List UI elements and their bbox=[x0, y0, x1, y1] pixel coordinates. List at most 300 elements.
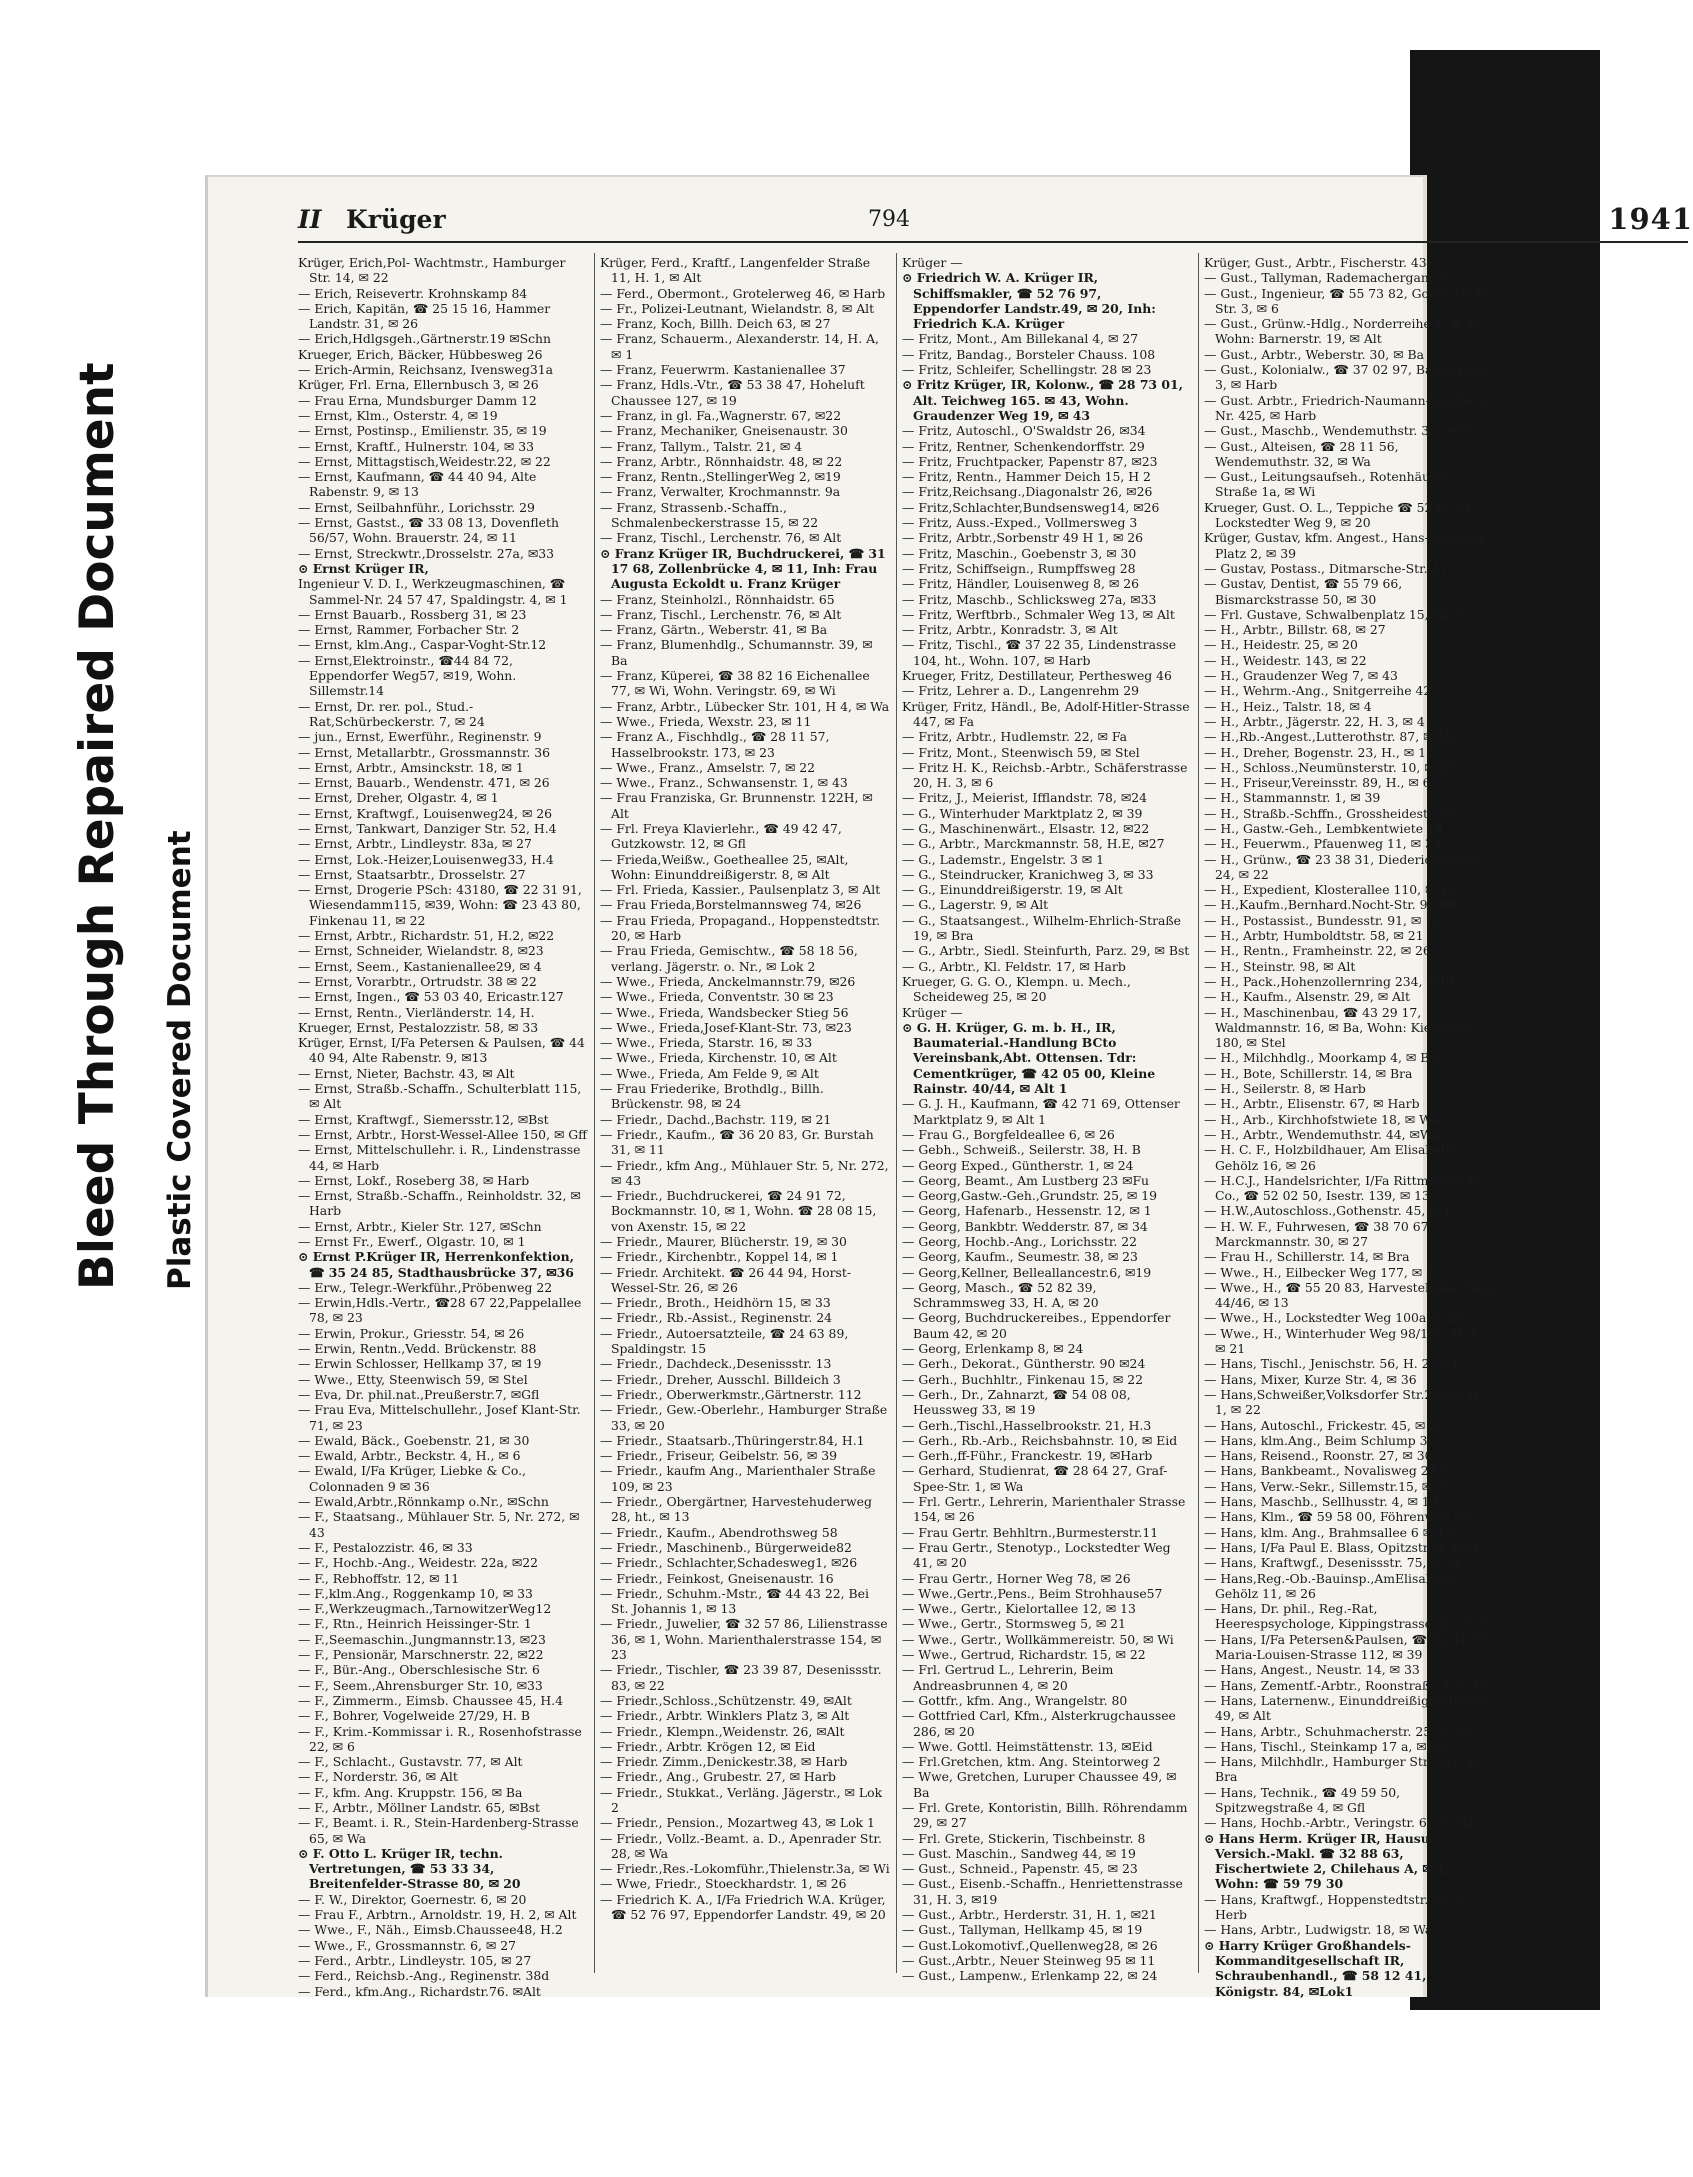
directory-entry: — Franz, Rentn.,StellingerWeg 2, ✉19 bbox=[600, 469, 841, 485]
directory-entry: Krüger, Ferd., Kraftf., Langenfelder Straße 11, H. 1, ✉ Alt bbox=[600, 255, 871, 286]
directory-entry: — F., Rtn., Heinrich Heissinger-Str. 1 bbox=[298, 1616, 532, 1632]
directory-entry: — Ewald, I/Fa Krüger, Liebke & Co., Colonnaden 9 ✉ 36 bbox=[298, 1463, 526, 1494]
directory-entry: — Franz, Arbtr., Rönnhaidstr. 48, ✉ 22 bbox=[600, 453, 843, 469]
directory-entry: — Hans,Reg.-Ob.-Bauinsp.,AmElisabeth-Gehölz 11, ✉ 26 bbox=[1204, 1570, 1459, 1601]
directory-entry: — Wwe., H., Winterhuder Weg 98/100, H. F, ✉ 21 bbox=[1204, 1325, 1481, 1357]
directory-entry: — H., Steinstr. 98, ✉ Alt bbox=[1204, 958, 1356, 974]
directory-entry: — Ernst, Staatsarbtr., Drosselstr. 27 bbox=[298, 866, 526, 882]
directory-entry: — F.,klm.Ang., Roggenkamp 10, ✉ 33 bbox=[298, 1585, 533, 1601]
directory-entry: — Ernst, Kaufmann, ☎ 44 40 94, Alte Rabenstr. 9, ✉ 13 bbox=[298, 469, 537, 500]
directory-entry: — G., Arbtr., Siedl. Steinfurth, Parz. 29, ✉ Bst bbox=[902, 943, 1190, 959]
directory-entry: — Frau Frieda, Propagand., Hoppenstedtstr. 20, ✉ Harb bbox=[600, 912, 881, 944]
directory-entry: — Ferd., Reichsb.-Ang., Reginenstr. 38d bbox=[298, 1968, 550, 1984]
directory-entry: ⊙ Hans Herm. Krüger IR, Hausu. Versich.-Makl. ☎ 32 88 63, Fischertwiete 2, Chilehaus A, ✉ 1, Wohn: ☎ 59 79 30 bbox=[1204, 1830, 1450, 1892]
directory-entry: — Gerh., Dr., Zahnarzt, ☎ 54 08 08, Heussweg 33, ✉ 19 bbox=[902, 1386, 1131, 1418]
directory-entry: — Gottfried Carl, Kfm., Alsterkrugchaussee 286, ✉ 20 bbox=[902, 1708, 1176, 1739]
directory-entry: — Gustav, Dentist, ☎ 55 79 66, Bismarckstrasse 50, ✉ 30 bbox=[1204, 576, 1403, 607]
directory-entry: — Franz, Gärtn., Weberstr. 41, ✉ Ba bbox=[600, 622, 828, 638]
directory-entry: — Ferd., kfm.Ang., Richardstr.76. ✉Alt bbox=[298, 1983, 541, 1999]
directory-entry: — G. J. H., Kaufmann, ☎ 42 71 69, Ottenser Marktplatz 9, ✉ Alt 1 bbox=[902, 1096, 1180, 1127]
directory-entry: — Gerh., Buchhltr., Finkenau 15, ✉ 22 bbox=[902, 1371, 1143, 1387]
directory-entry: — H., Gastw.-Geh., Lembkentwiete 14 bbox=[1204, 820, 1443, 836]
directory-entry: — Hans, Dr. phil., Reg.-Rat, Heerespsychologe, Kippingstrasse 32, ✉ 13 bbox=[1204, 1601, 1490, 1632]
directory-entry: — Franz, in gl. Fa.,Wagnerstr. 67, ✉22 bbox=[600, 407, 842, 423]
directory-entry: — Friedr., Staatsarb.,Thüringerstr.84, H.1 bbox=[600, 1432, 865, 1448]
directory-entry: — Friedr., Ang., Grubestr. 27, ✉ Harb bbox=[600, 1769, 836, 1785]
directory-entry: — Friedr., Feinkost, Gneisenaustr. 16 bbox=[600, 1570, 834, 1586]
directory-entry: — H.W.,Autoschloss.,Gothenstr. 45, ✉ 1 bbox=[1204, 1203, 1452, 1219]
directory-entry: — Wwe., H., Eilbecker Weg 177, ✉ 23 bbox=[1204, 1264, 1442, 1280]
directory-entry: Krueger, Gust. O. L., Teppiche ☎ 52 66 51, Lockstedter Weg 9, ✉ 20 bbox=[1204, 499, 1476, 531]
directory-entry: — Frau Gertr. Behhltrn.,Burmesterstr.11 bbox=[902, 1524, 1159, 1540]
directory-entry: — Ernst, Rentn., Vierländerstr. 14, H. bbox=[298, 1004, 535, 1020]
directory-entry: — F. W., Direktor, Goernestr. 6, ✉ 20 bbox=[298, 1891, 527, 1907]
directory-entry: — Erwin, Prokur., Griesstr. 54, ✉ 26 bbox=[298, 1325, 525, 1341]
directory-entry: — Hans,Schweißer,Volksdorfer Str.28/30, H. 1, ✉ 22 bbox=[1204, 1386, 1483, 1418]
directory-entry: — Franz, Arbtr., Lübecker Str. 101, H 4, ✉ Wa bbox=[600, 698, 890, 714]
directory-entry: — Wwe, Gretchen, Luruper Chaussee 49, ✉ Ba bbox=[902, 1769, 1177, 1800]
directory-entry: — Friedr. Zimm.,Denickestr.38, ✉ Harb bbox=[600, 1754, 848, 1770]
directory-entry: — Ernst, Vorarbtr., Ortrudstr. 38 ✉ 22 bbox=[298, 973, 537, 989]
directory-entry: — Frl.Gretchen, ktm. Ang. Steintorweg 2 bbox=[902, 1754, 1161, 1770]
directory-entry: — Ernst, Bauarb., Wendenstr. 471, ✉ 26 bbox=[298, 775, 550, 791]
directory-entry: — Erwin,Hdls.-Vertr., ☎28 67 22,Pappelallee 78, ✉ 23 bbox=[298, 1295, 582, 1326]
directory-entry: — Gerh., Rb.-Arb., Reichsbahnstr. 10, ✉ Eid bbox=[902, 1432, 1178, 1448]
directory-entry: — Wwe., H., ☎ 55 20 83, Harvestehuder Weg 44/46, ✉ 13 bbox=[1204, 1279, 1494, 1311]
directory-entry: — Friedr., Dreher, Ausschl. Billdeich 3 bbox=[600, 1371, 841, 1387]
directory-entry: Krüger, Frl. Erna, Ellernbusch 3, ✉ 26 bbox=[298, 377, 539, 393]
directory-entry: — F., Krim.-Kommissar i. R., Rosenhofstrasse 22, ✉ 6 bbox=[298, 1723, 582, 1754]
directory-entry: — Frau Frieda,Borstelmannsweg 74, ✉26 bbox=[600, 897, 862, 913]
directory-entry: — G., Steindrucker, Kranichweg 3, ✉ 33 bbox=[902, 866, 1154, 882]
directory-entry: — Gerh.,Tischl.,Hasselbrookstr. 21, H.3 bbox=[902, 1417, 1152, 1433]
directory-entry: — Wwe., Etty, Steenwisch 59, ✉ Stel bbox=[298, 1371, 528, 1387]
directory-entry: — Frau Gertr., Stenotyp., Lockstedter Weg 41, ✉ 20 bbox=[902, 1539, 1171, 1571]
directory-entry: — Frau Eva, Mittelschullehr., Josef Klant-Str. 71, ✉ 23 bbox=[298, 1402, 581, 1433]
directory-entry: — Friedr., Schlachter,Schadesweg1, ✉26 bbox=[600, 1555, 858, 1571]
directory-entry: — Wwe., Franz., Schwansenstr. 1, ✉ 43 bbox=[600, 775, 848, 791]
directory-page bbox=[205, 175, 1693, 1999]
directory-entry: — H., Weidestr. 143, ✉ 22 bbox=[1204, 652, 1367, 668]
directory-entry: — H., Wehrm.-Ang., Snitgerreihe 42 bbox=[1204, 683, 1432, 699]
directory-entry: — Ewald,Arbtr.,Rönnkamp o.Nr., ✉Schn bbox=[298, 1494, 549, 1510]
directory-entry: — Hans, I/Fa Petersen&Paulsen, ☎ 52 34 77, Maria-Louisen-Strasse 112, ✉ 39 bbox=[1204, 1631, 1491, 1663]
directory-entry: — Fritz, Rentner, Schenkendorffstr. 29 bbox=[902, 438, 1145, 454]
directory-entry: — F.,Seemaschin.,Jungmannstr.13, ✉23 bbox=[298, 1631, 546, 1647]
directory-entry: — Georg, Hochb.-Ang., Lorichsstr. 22 bbox=[902, 1234, 1138, 1249]
directory-entry: — Fritz, Maschb., Schlicksweg 27a, ✉33 bbox=[902, 591, 1157, 607]
condition-label-line1: Bleed Through Repaired Document bbox=[70, 362, 125, 1290]
directory-entry: — Ernst, Lok.-Heizer,Louisenweg33, H.4 bbox=[298, 851, 554, 867]
directory-entry: — Gust., Arbtr., Weberstr. 30, ✉ Ba bbox=[1204, 346, 1424, 362]
directory-entry: — Wwe., Gertrud, Richardstr. 15, ✉ 22 bbox=[902, 1647, 1146, 1663]
directory-entry: — H., Arbtr., Billstr. 68, ✉ 27 bbox=[1204, 622, 1386, 638]
directory-entry: — Gottfr., kfm. Ang., Wrangelstr. 80 bbox=[902, 1692, 1128, 1708]
directory-entry: — Ernst, Lokf., Roseberg 38, ✉ Harb bbox=[298, 1172, 530, 1188]
directory-entry: — Fritz, Arbtr., Konradstr. 3, ✉ Alt bbox=[902, 622, 1118, 638]
directory-entry: — Hans, klm. Ang., Brahmsallee 6 ✉ 13 bbox=[1204, 1524, 1453, 1540]
header-year: 1941 bbox=[1608, 202, 1693, 236]
directory-entry: — Erwin Schlosser, Hellkamp 37, ✉ 19 bbox=[298, 1356, 542, 1372]
directory-entry: — Gust., Alteisen, ☎ 28 11 56, Wendemuthstr. 32, ✉ Wa bbox=[1204, 438, 1399, 469]
directory-entry: — Gust., Lampenw., Erlenkamp 22, ✉ 24 bbox=[902, 1968, 1158, 1984]
directory-entry: — Erich,Hdlgsgeh.,Gärtnerstr.19 ✉Schn bbox=[298, 331, 551, 347]
directory-entry: — Hans, Maschb., Sellhusstr. 4, ✉ 19 bbox=[1204, 1494, 1438, 1510]
directory-entry: — Friedr., Friseur, Geibelstr. 56, ✉ 39 bbox=[600, 1448, 837, 1464]
directory-entry: — Hans, I/Fa Paul E. Blass, Opitzstr. 8, ✉39 bbox=[1204, 1539, 1478, 1555]
directory-entry: — Wwe., F., Näh., Eimsb.Chaussee48, H.2 bbox=[298, 1922, 563, 1938]
directory-entry: — Fritz, Fruchtpacker, Papenstr 87, ✉23 bbox=[902, 453, 1158, 469]
directory-entry: — Frieda,Weißw., Goetheallee 25, ✉Alt, Wohn: Einunddreißigerstr. 8, ✉ Alt bbox=[600, 851, 849, 882]
directory-entry: — Friedrich K. A., I/Fa Friedrich W.A. Krüger, ☎ 52 76 97, Eppendorfer Landstr. 49, ✉ 20 bbox=[600, 1891, 886, 1923]
directory-entry: — Ernst, klm.Ang., Caspar-Voght-Str.12 bbox=[298, 637, 547, 653]
directory-entry: — Georg, Erlenkamp 8, ✉ 24 bbox=[902, 1341, 1084, 1357]
directory-entry: — Georg, Kaufm., Seumestr. 38, ✉ 23 bbox=[902, 1249, 1138, 1265]
directory-entry: — Fritz, Schiffseign., Rumpffsweg 28 bbox=[902, 560, 1136, 576]
directory-entry: — F., Schlacht., Gustavstr. 77, ✉ Alt bbox=[298, 1754, 523, 1770]
directory-entry: — Gust., Maschb., Wendemuthstr. 32, ✉ Wa bbox=[1204, 423, 1479, 439]
directory-entry: — Frl. Grete, Kontoristin, Billh. Röhrendamm 29, ✉ 27 bbox=[902, 1799, 1188, 1831]
directory-entry: — Hans, Klm., ☎ 59 58 00, Föhrenweg 25 bbox=[1204, 1509, 1471, 1525]
directory-entry: — Gust., Grünw.-Hdlg., Norderreihe 1, ✉ Alt Wohn: Barnerstr. 19, ✉ Alt bbox=[1204, 316, 1483, 347]
directory-entry: — H. W. F., Fuhrwesen, ☎ 38 70 67, Marckmannstr. 30, ✉ 27 bbox=[1204, 1218, 1433, 1249]
directory-entry: — Friedr., Kirchenbtr., Koppel 14, ✉ 1 bbox=[600, 1249, 839, 1265]
column-divider bbox=[1198, 253, 1199, 1973]
directory-entry: — Franz, Hdls.-Vtr., ☎ 53 38 47, Hoheluft Chaussee 127, ✉ 19 bbox=[600, 377, 865, 408]
column-2 bbox=[600, 255, 890, 1975]
directory-entry: — Wwe., Frieda, Anckelmannstr.79, ✉26 bbox=[600, 973, 856, 989]
directory-entry: — Fritz, Arbtr., Hudlemstr. 22, ✉ Fa bbox=[902, 729, 1128, 745]
directory-entry: ⊙ Ernst P.Krüger IR, Herrenkonfektion, ☎ 35 24 85, Stadthausbrücke 37, ✉36 bbox=[298, 1249, 574, 1280]
directory-entry: — H., Seilerstr. 8, ✉ Harb bbox=[1204, 1081, 1366, 1097]
directory-entry: — Hans, Kraftwgf., Hoppenstedtstr. 28, ✉ Herb bbox=[1204, 1891, 1467, 1923]
directory-entry: ⊙ G. H. Krüger, G. m. b. H., IR, Baumaterial.-Handlung BCto Vereinsbank,Abt. Ottensen. Tdr: Cementkrüger, ☎ 42 05 00, Kleine Rainstr. 40/44, ✉ Alt 1 bbox=[902, 1019, 1156, 1097]
directory-entry: — Georg, Buchdruckereibes., Eppendorfer Baum 42, ✉ 20 bbox=[902, 1310, 1171, 1341]
directory-entry: — Hans, Angest., Neustr. 14, ✉ 33 bbox=[1204, 1662, 1420, 1678]
directory-entry: — Fritz,Schlachter,Bundsensweg14, ✉26 bbox=[902, 499, 1160, 515]
directory-entry: — Franz, Steinholzl., Rönnhaidstr. 65 bbox=[600, 591, 835, 607]
directory-entry: — Franz, Schauerm., Alexanderstr. 14, H. A, ✉ 1 bbox=[600, 331, 879, 362]
directory-entry: Krueger, Ernst, Pestalozzistr. 58, ✉ 33 bbox=[298, 1019, 539, 1035]
directory-entry: Krueger, Erich, Bäcker, Hübbesweg 26 bbox=[298, 346, 543, 362]
column-4 bbox=[1204, 255, 1494, 1999]
directory-entry: — Franz, Tischl., Lerchenstr. 76, ✉ Alt bbox=[600, 530, 842, 546]
directory-entry: — Georg,Kellner, Belleallancestr.6, ✉19 bbox=[902, 1264, 1152, 1280]
directory-entry: — G., Arbtr., Kl. Feldstr. 17, ✉ Harb bbox=[902, 958, 1126, 974]
directory-entry: — Friedr. Architekt. ☎ 26 44 94, Horst-Wessel-Str. 26, ✉ 26 bbox=[600, 1264, 852, 1295]
directory-entry: — Hans, Tischl., Steinkamp 17 a, ✉Bst bbox=[1204, 1738, 1448, 1754]
directory-entry: ⊙ Harry Krüger Großhandels-Kommanditgesellschaft IR, Schraubenhandl., ☎ 58 12 41, Königstr. 84, ✉Lok1 bbox=[1204, 1937, 1427, 1999]
directory-entry: — Gust., Tallyman, Rademachergang 4 bbox=[1204, 270, 1449, 286]
directory-entry: — H., Schloss.,Neumünsterstr. 10, ✉ 20 bbox=[1204, 759, 1455, 775]
directory-entry: — Ferd., Arbtr., Lindleystr. 105, ✉ 27 bbox=[298, 1952, 532, 1968]
directory-entry: Krüger — bbox=[902, 1004, 963, 1020]
directory-entry: — Wwe., H., Lockstedter Weg 100a, ✉ 20 bbox=[1204, 1310, 1465, 1326]
directory-entry: ⊙ Fritz Krüger, IR, Kolonw., ☎ 28 73 01, Alt. Teichweg 165. ✉ 43, Wohn. Graudenzer Weg 19, ✉ 43 bbox=[902, 377, 1183, 423]
directory-entry: — Wwe., Frieda, Starstr. 16, ✉ 33 bbox=[600, 1035, 813, 1051]
directory-entry: — Ewald, Arbtr., Beckstr. 4, H., ✉ 6 bbox=[298, 1448, 521, 1464]
directory-entry: Krüger, Gust., Arbtr., Fischerstr. 43 bbox=[1204, 255, 1427, 270]
directory-entry: — Friedr., Vollz.-Beamt. a. D., Apenrader Str. 28, ✉ Wa bbox=[600, 1830, 882, 1861]
directory-entry: — Georg Exped., Güntherstr. 1, ✉ 24 bbox=[902, 1157, 1134, 1173]
directory-entry: — Ernst, Ingen., ☎ 53 03 40, Ericastr.127 bbox=[298, 989, 564, 1005]
directory-entry: — Erich, Kapitän, ☎ 25 15 16, Hammer Landstr. 31, ✉ 26 bbox=[298, 300, 551, 332]
directory-entry: — Fritz, J., Meierist, Ifflandstr. 78, ✉24 bbox=[902, 790, 1147, 806]
directory-entry: — Franz, Küperei, ☎ 38 82 16 Eichenallee 77, ✉ Wi, Wohn. Veringstr. 69, ✉ Wi bbox=[600, 668, 870, 699]
directory-entry: — Ernst, Rammer, Forbacher Str. 2 bbox=[298, 622, 520, 638]
directory-entry: — G., Arbtr., Marckmannstr. 58, H.E, ✉27 bbox=[902, 836, 1165, 852]
directory-entry: — Gust.,Arbtr., Neuer Steinweg 95 ✉ 11 bbox=[902, 1952, 1156, 1968]
directory-entry: Ingenieur V. D. I., Werkzeugmaschinen, ☎ Sammel-Nr. 24 57 47, Spaldingstr. 4, ✉ 1 bbox=[298, 576, 568, 607]
header-page-number: 794 bbox=[868, 207, 910, 232]
directory-entry: — Frau Gertr., Horner Weg 78, ✉ 26 bbox=[902, 1570, 1131, 1586]
directory-entry: — Wwe., Franz., Amselstr. 7, ✉ 22 bbox=[600, 759, 816, 775]
directory-entry: — F., Bohrer, Vogelweide 27/29, H. B bbox=[298, 1708, 531, 1724]
directory-entry: — Gerhard, Studienrat, ☎ 28 64 27, Graf-Spee-Str. 1, ✉ Wa bbox=[902, 1463, 1168, 1494]
directory-entry: — H., Feuerwm., Pfauenweg 11, ✉ 33 bbox=[1204, 836, 1441, 852]
column-1 bbox=[298, 255, 588, 1999]
directory-entry: — Friedr., Dachdeck.,Desenissstr. 13 bbox=[600, 1356, 832, 1372]
directory-entry: — H., Postassist., Bundesstr. 91, ✉ 13 bbox=[1204, 912, 1441, 928]
directory-entry: — Frau G., Borgfeldeallee 6, ✉ 26 bbox=[902, 1126, 1115, 1142]
directory-entry: — Friedr., Pension., Mozartweg 43, ✉ Lok 1 bbox=[600, 1815, 875, 1831]
directory-entry: — Gustav, Postass., Ditmarsche-Str. 41 bbox=[1204, 560, 1448, 576]
directory-entry: — F., Zimmerm., Eimsb. Chaussee 45, H.4 bbox=[298, 1692, 564, 1708]
directory-entry: — H.,Kaufm.,Bernhard.Nocht-Str. 95 ✉4 bbox=[1204, 897, 1458, 913]
directory-entry: — Fritz, Mont., Am Billekanal 4, ✉ 27 bbox=[902, 331, 1139, 347]
directory-entry: — H., Heidestr. 25, ✉ 20 bbox=[1204, 637, 1358, 653]
directory-entry: — Friedr., Maurer, Blücherstr. 19, ✉ 30 bbox=[600, 1234, 847, 1249]
directory-entry: — Wwe., Gertr., Wollkämmereistr. 50, ✉ Wi bbox=[902, 1631, 1174, 1647]
directory-entry: — Fritz, Händler, Louisenweg 8, ✉ 26 bbox=[902, 576, 1139, 592]
directory-entry: — Georg, Masch., ☎ 52 82 39, Schrammsweg 33, H. A, ✉ 20 bbox=[902, 1279, 1099, 1311]
directory-entry: Krüger — bbox=[902, 255, 963, 270]
directory-entry: — Frl. Frieda, Kassier., Paulsenplatz 3, ✉ Alt bbox=[600, 882, 881, 898]
directory-entry: — Fritz, Autoschl., O'Swaldstr 26, ✉34 bbox=[902, 423, 1146, 439]
directory-entry: ⊙ Franz Krüger IR, Buchdruckerei, ☎ 31 17 68, Zollenbrücke 4, ✉ 11, Inh: Frau Augusta Eckoldt u. Franz Krüger bbox=[600, 545, 886, 592]
directory-entry: — Hans, Mixer, Kurze Str. 4, ✉ 36 bbox=[1204, 1371, 1417, 1387]
directory-entry: — H., Maschinenbau, ☎ 43 29 17, Waldmannstr. 16, ✉ Ba, Wohn: Kieler Str. 180, ✉ Stel bbox=[1204, 1004, 1475, 1051]
directory-entry: — Fritz, Werftbrb., Schmaler Weg 13, ✉ Alt bbox=[902, 606, 1175, 622]
directory-entry: — Friedr., kaufm Ang., Marienthaler Straße 109, ✉ 23 bbox=[600, 1463, 876, 1494]
page-header bbox=[298, 197, 1693, 243]
directory-entry: — F., Norderstr. 36, ✉ Alt bbox=[298, 1769, 458, 1785]
directory-entry: — Frau Franziska, Gr. Brunnenstr. 122H, ✉ Alt bbox=[600, 790, 873, 821]
directory-entry: — Franz A., Fischhdlg., ☎ 28 11 57, Hasselbrookstr. 173, ✉ 23 bbox=[600, 729, 830, 760]
directory-entry: — F., Pensionär, Marschnerstr. 22, ✉22 bbox=[298, 1647, 544, 1663]
directory-entry: — Gebh., Schweiß., Seilerstr. 38, H. B bbox=[902, 1142, 1141, 1158]
directory-entry: — Wwe, Friedr., Stoeckhardstr. 1, ✉ 26 bbox=[600, 1876, 847, 1892]
directory-entry: — Fritz,Reichsang.,Diagonalstr 26, ✉26 bbox=[902, 484, 1153, 500]
directory-entry: — Ernst, Kraftf., Hulnerstr. 104, ✉ 33 bbox=[298, 438, 534, 454]
directory-entry: — Ernst Bauarb., Rossberg 31, ✉ 23 bbox=[298, 606, 527, 622]
directory-entry: — Ernst, Dr. rer. pol., Stud.-Rat,Schürbeckerstr. 7, ✉ 24 bbox=[298, 698, 485, 729]
directory-entry: — Friedr., Kaufm., Abendrothsweg 58 bbox=[600, 1524, 838, 1540]
directory-entry: — H., Arbtr., Elisenstr. 67, ✉ Harb bbox=[1204, 1096, 1420, 1112]
directory-entry: — H., Arbtr, Humboldtstr. 58, ✉ 21 bbox=[1204, 928, 1424, 944]
directory-entry: — Ernst, Dreher, Olgastr. 4, ✉ 1 bbox=[298, 790, 499, 806]
directory-entry: — F., Rebhoffstr. 12, ✉ 11 bbox=[298, 1570, 460, 1586]
directory-entry: — Fritz, Auss.-Exped., Vollmersweg 3 bbox=[902, 515, 1138, 531]
column-divider bbox=[594, 253, 595, 1973]
directory-entry: — Hans, Autoschl., Frickestr. 45, ✉ 20 bbox=[1204, 1417, 1445, 1433]
directory-entry: — H., Grünw., ☎ 23 38 31, Diederichstraße 24, ✉ 22 bbox=[1204, 851, 1480, 882]
directory-entry: — Ernst, Postinsp., Emilienstr. 35, ✉ 19 bbox=[298, 423, 547, 439]
column-3 bbox=[902, 255, 1192, 1984]
directory-entry: — Ernst, Arbtr., Lindleystr. 83a, ✉ 27 bbox=[298, 836, 532, 852]
directory-entry: — Hans, Verw.-Sekr., Sillemstr.15, ✉ 19 bbox=[1204, 1478, 1452, 1494]
directory-entry: — Frau F., Arbtrn., Arnoldstr. 19, H. 2, ✉ Alt bbox=[298, 1907, 577, 1923]
directory-entry: — Gust. Arbtr., Friedrich-Naumann-Straße 8, Nr. 425, ✉ Harb bbox=[1204, 392, 1488, 423]
directory-entry: — Frau Erna, Mundsburger Damm 12 bbox=[298, 392, 537, 408]
directory-entry: — Georg, Hafenarb., Hessenstr. 12, ✉ 1 bbox=[902, 1203, 1152, 1219]
directory-entry: — jun., Ernst, Ewerführ., Reginenstr. 9 bbox=[298, 729, 542, 745]
directory-entry: — Erw., Telegr.-Werkführ.,Pröbenweg 22 bbox=[298, 1279, 553, 1295]
directory-entry: — Georg, Beamt., Am Lustberg 23 ✉Fu bbox=[902, 1172, 1150, 1188]
directory-entry: — H., Expedient, Klosterallee 110, ✉ 13 bbox=[1204, 882, 1456, 898]
directory-entry: — Ferd., Obermont., Grotelerweg 46, ✉ Harb bbox=[600, 285, 886, 301]
directory-entry: — H., Kaufm., Alsenstr. 29, ✉ Alt bbox=[1204, 989, 1410, 1005]
directory-entry: — Frl. Freya Klavierlehr., ☎ 49 42 47, Gutzkowstr. 12, ✉ Gfl bbox=[600, 820, 842, 852]
directory-entry: — Hans, Hochb.-Arbtr., Veringstr. 68, ✉ Wi bbox=[1204, 1815, 1474, 1831]
directory-entry: — Friedr., Schuhm.-Mstr., ☎ 44 43 22, Bei St. Johannis 1, ✉ 13 bbox=[600, 1585, 869, 1617]
directory-entry: — Friedr., Buchdruckerei, ☎ 24 91 72, Bockmannstr. 10, ✉ 1, Wohn. ☎ 28 08 15, von Axenstr. 15, ✉ 22 bbox=[600, 1188, 877, 1234]
directory-entry: — H., Arb., Kirchhofstwiete 18, ✉ Wa bbox=[1204, 1111, 1439, 1127]
directory-entry: — Friedr., Tischler, ☎ 23 39 87, Desenissstr. 83, ✉ 22 bbox=[600, 1662, 882, 1693]
directory-entry: — Ernst, Seem., Kastanienallee29, ✉ 4 bbox=[298, 958, 542, 974]
directory-entry: — F., Beamt. i. R., Stein-Hardenberg-Strasse 65, ✉ Wa bbox=[298, 1815, 579, 1846]
directory-entry: — Fritz H. K., Reichsb.-Arbtr., Schäferstrasse 20, H. 3, ✉ 6 bbox=[902, 759, 1188, 791]
directory-entry: — Eva, Dr. phil.nat.,Preußerstr.7, ✉Gfl bbox=[298, 1386, 540, 1402]
directory-entry: — Friedr., Gew.-Oberlehr., Hamburger Straße 33, ✉ 20 bbox=[600, 1402, 888, 1433]
directory-entry: — Wwe., Frieda, Wexstr. 23, ✉ 11 bbox=[600, 713, 812, 729]
directory-entry: — H., Bote, Schillerstr. 14, ✉ Bra bbox=[1204, 1065, 1413, 1081]
directory-entry: — Fritz, Lehrer a. D., Langenrehm 29 bbox=[902, 683, 1139, 699]
directory-entry: — Ernst, Tankwart, Danziger Str. 52, H.4 bbox=[298, 820, 557, 836]
directory-entry: — Gust., Kolonialw., ☎ 37 02 97, Bachstrasse 3, ✉ Harb bbox=[1204, 362, 1492, 393]
directory-entry: — Franz, Feuerwrm. Kastanienallee 37 bbox=[600, 362, 846, 378]
directory-entry: — Friedr., Rb.-Assist., Reginenstr. 24 bbox=[600, 1310, 833, 1326]
directory-entry: — Wwe., Frieda, Am Felde 9, ✉ Alt bbox=[600, 1065, 819, 1081]
directory-entry: — F., Seem.,Ahrensburger Str. 10, ✉33 bbox=[298, 1677, 543, 1693]
directory-entry: — Friedr., Juwelier, ☎ 32 57 86, Lilienstrasse 36, ✉ 1, Wohn. Marienthalerstrasse 154, ✉ 23 bbox=[600, 1616, 888, 1663]
directory-entry: — Ernst,Elektroinstr., ☎44 84 72, Eppendorfer Weg57, ✉19, Wohn. Sillemstr.14 bbox=[298, 652, 517, 699]
directory-entry: — Wwe., Frieda, Kirchenstr. 10, ✉ Alt bbox=[600, 1050, 837, 1066]
directory-entry: — Gust., Leitungsaufseh., Rotenhäuser Straße 1a, ✉ Wi bbox=[1204, 469, 1450, 500]
directory-entry: — Friedr., Autoersatzteile, ☎ 24 63 89, Spaldingstr. 15 bbox=[600, 1325, 849, 1357]
directory-entry: — H., Pack.,Hohenzollernring 234, ✉Alt bbox=[1204, 973, 1455, 989]
directory-entry: — Fritz, Maschin., Goebenstr 3, ✉ 30 bbox=[902, 545, 1137, 561]
directory-entry: — Ernst, Klm., Osterstr. 4, ✉ 19 bbox=[298, 407, 498, 423]
directory-entry: — Wwe., Frieda, Conventstr. 30 ✉ 23 bbox=[600, 989, 834, 1005]
directory-entry: — Ernst, Arbtr., Richardstr. 51, H.2, ✉22 bbox=[298, 928, 555, 944]
directory-entry: — Ernst, Arbtr., Kieler Str. 127, ✉Schn bbox=[298, 1218, 542, 1234]
directory-entry: — H. C. F., Holzbildhauer, Am Elisabeth-Gehölz 16, ✉ 26 bbox=[1204, 1142, 1458, 1173]
directory-entry: — Friedr.,Res.-Lokomführ.,Thielenstr.3a, ✉ Wi bbox=[600, 1861, 890, 1877]
directory-entry: — Ewald, Bäck., Goebenstr. 21, ✉ 30 bbox=[298, 1432, 530, 1448]
directory-entry: — Gerh.,ff-Führ., Franckestr. 19, ✉Harb bbox=[902, 1448, 1153, 1464]
directory-entry: — H., Arbtr., Jägerstr. 22, H. 3, ✉ 4 bbox=[1204, 713, 1425, 729]
directory-entry: — Hans, Arbtr., Schuhmacherstr. 25, ✉ Alt bbox=[1204, 1723, 1472, 1739]
directory-entry: — G., Staatsangest., Wilhelm-Ehrlich-Straße 19, ✉ Bra bbox=[902, 912, 1181, 944]
directory-entry: — H., Rentn., Framheinstr. 22, ✉ 26 bbox=[1204, 943, 1431, 959]
directory-entry: — Georg,Gastw.-Geh.,Grundstr. 25, ✉ 19 bbox=[902, 1188, 1158, 1204]
directory-entry: — F., Bür.-Ang., Oberschlesische Str. 6 bbox=[298, 1662, 540, 1678]
directory-entry: — F.,Werkzeugmach.,TarnowitzerWeg12 bbox=[298, 1601, 552, 1617]
directory-entry: — Wwe. Gottl. Heimstättenstr. 13, ✉Eid bbox=[902, 1738, 1153, 1754]
directory-entry: — Frl. Gertr., Lehrerin, Marienthaler Strasse 154, ✉ 26 bbox=[902, 1494, 1186, 1525]
directory-entry: — Hans, Milchhdlr., Hamburger Str. 221, ✉ Bra bbox=[1204, 1754, 1478, 1785]
directory-entry: — Friedr., Klempn.,Weidenstr. 26, ✉Alt bbox=[600, 1723, 845, 1739]
directory-entry: — G., Lademstr., Engelstr. 3 ✉ 1 bbox=[902, 851, 1104, 867]
directory-entry: Krueger, Fritz, Destillateur, Perthesweg 46 bbox=[902, 668, 1172, 684]
directory-entry: — Franz, Blumenhdlg., Schumannstr. 39, ✉ Ba bbox=[600, 637, 873, 668]
condition-label-line2: Plastic Covered Document bbox=[162, 830, 198, 1290]
directory-entry: — Ernst, Kraftwgf., Louisenweg24, ✉ 26 bbox=[298, 805, 553, 821]
directory-entry: — Hans, Technik., ☎ 49 59 50, Spitzwegstraße 4, ✉ Gfl bbox=[1204, 1784, 1401, 1815]
directory-entry: — Frau H., Schillerstr. 14, ✉ Bra bbox=[1204, 1249, 1410, 1265]
directory-entry: Krüger, Ernst, I/Fa Petersen & Paulsen, ☎ 44 40 94, Alte Rabenstr. 9, ✉13 bbox=[298, 1035, 585, 1066]
directory-entry: — Friedr., Arbtr. Krögen 12, ✉ Eid bbox=[600, 1738, 816, 1754]
directory-entry: — Frl. Gustave, Schwalbenplatz 15, Nr. 9 bbox=[1204, 606, 1464, 622]
directory-entry: — Franz, Tischl., Lerchenstr. 76, ✉ Alt bbox=[600, 606, 842, 622]
directory-entry: — Georg, Bankbtr. Wedderstr. 87, ✉ 34 bbox=[902, 1218, 1148, 1234]
directory-entry: — Gust., Tallyman, Hellkamp 45, ✉ 19 bbox=[902, 1922, 1143, 1938]
directory-entry: — Franz, Koch, Billh. Deich 63, ✉ 27 bbox=[600, 316, 831, 332]
directory-entry: — F., Pestalozzistr. 46, ✉ 33 bbox=[298, 1539, 473, 1555]
directory-entry: — H., Dreher, Bogenstr. 23, H., ✉ 13 bbox=[1204, 744, 1434, 760]
directory-entry: Krueger, G. G. O., Klempn. u. Mech., Scheideweg 25, ✉ 20 bbox=[902, 973, 1131, 1005]
directory-entry: — Hans, Arbtr., Ludwigstr. 18, ✉ Wa bbox=[1204, 1922, 1433, 1938]
directory-entry: — Ernst, Kraftwgf., Siemersstr.12, ✉Bst bbox=[298, 1111, 549, 1127]
directory-entry: — Frau Friederike, Brothdlg., Billh. Brückenstr. 98, ✉ 24 bbox=[600, 1081, 824, 1112]
directory-entry: — Friedr., Oberwerkmstr.,Gärtnerstr. 112 bbox=[600, 1386, 862, 1402]
directory-entry: — Ernst, Nieter, Bachstr. 43, ✉ Alt bbox=[298, 1065, 515, 1081]
directory-entry: — Ernst, Straßb.-Schaffn., Reinholdstr. 32, ✉ Harb bbox=[298, 1188, 581, 1219]
directory-entry: — G., Maschinenwärt., Elsastr. 12, ✉22 bbox=[902, 820, 1150, 836]
directory-entry: — Friedr., kfm Ang., Mühlauer Str. 5, Nr. 272, ✉ 43 bbox=[600, 1157, 889, 1188]
directory-entry: — H., Arbtr., Wendemuthstr. 44, ✉Wa bbox=[1204, 1126, 1439, 1142]
directory-entry: — H., Friseur,Vereinsstr. 89, H., ✉ 6 bbox=[1204, 775, 1431, 791]
directory-entry: — Fritz, Arbtr.,Sorbenstr 49 H 1, ✉ 26 bbox=[902, 530, 1144, 546]
directory-entry: — Erich-Armin, Reichsanz, Ivensweg31a bbox=[298, 362, 554, 378]
directory-entry: — Wwe.,Gertr.,Pens., Beim Strohhause57 bbox=[902, 1585, 1163, 1601]
column-divider bbox=[896, 253, 897, 1973]
directory-entry: — H., Stammannstr. 1, ✉ 39 bbox=[1204, 790, 1381, 806]
directory-entry: — H., Straßb.-Schffn., Grossheidestr. 35 bbox=[1204, 805, 1457, 821]
directory-entry: — Ernst, Straßb.-Schaffn., Schulterblatt 115, ✉ Alt bbox=[298, 1081, 582, 1112]
directory-entry: — Ernst, Streckwtr.,Drosselstr. 27a, ✉33 bbox=[298, 545, 554, 561]
directory-entry: — H.C.J., Handelsrichter, I/Fa Rittmeister & Co., ☎ 52 02 50, Isestr. 139, ✉ 13 bbox=[1204, 1172, 1480, 1204]
directory-entry: — Gerh., Dekorat., Güntherstr. 90 ✉24 bbox=[902, 1356, 1146, 1372]
directory-entry: — F., Hochb.-Ang., Weidestr. 22a, ✉22 bbox=[298, 1555, 538, 1571]
directory-entry: — Hans, klm.Ang., Beim Schlump 30 bbox=[1204, 1432, 1436, 1448]
directory-entry: — Franz, Mechaniker, Gneisenaustr. 30 bbox=[600, 423, 848, 439]
directory-entry: — H., Graudenzer Weg 7, ✉ 43 bbox=[1204, 668, 1398, 684]
directory-entry: — G., Lagerstr. 9, ✉ Alt bbox=[902, 897, 1049, 913]
directory-entry: Krüger, Gustav, kfm. Angest., Hans-Schemm-Platz 2, ✉ 39 bbox=[1204, 530, 1488, 561]
directory-entry: — Fritz, Bandag., Borsteler Chauss. 108 bbox=[902, 346, 1156, 362]
directory-entry: — Gust., Schneid., Papenstr. 45, ✉ 23 bbox=[902, 1861, 1138, 1877]
directory-entry: Krüger, Fritz, Händl., Be, Adolf-Hitler-Strasse 447, ✉ Fa bbox=[902, 698, 1190, 729]
directory-entry: — H., Heiz., Talstr. 18, ✉ 4 bbox=[1204, 698, 1372, 714]
directory-entry: — Friedr., Kaufm., ☎ 36 20 83, Gr. Burstah 31, ✉ 11 bbox=[600, 1126, 874, 1158]
directory-entry: — Ernst, Seilbahnführ., Lorichsstr. 29 bbox=[298, 499, 535, 515]
directory-entry: — Ernst, Arbtr., Amsinckstr. 18, ✉ 1 bbox=[298, 759, 524, 775]
directory-entry: — G., Winterhuder Marktplatz 2, ✉ 39 bbox=[902, 805, 1143, 821]
directory-entry: — Hans, Zementf.-Arbtr., Roonstraße 7, ✉ Alt bbox=[1204, 1677, 1490, 1693]
directory-entry: — Frau Frieda, Gemischtw., ☎ 58 18 56, verlang. Jägerstr. o. Nr., ✉ Lok 2 bbox=[600, 943, 858, 974]
